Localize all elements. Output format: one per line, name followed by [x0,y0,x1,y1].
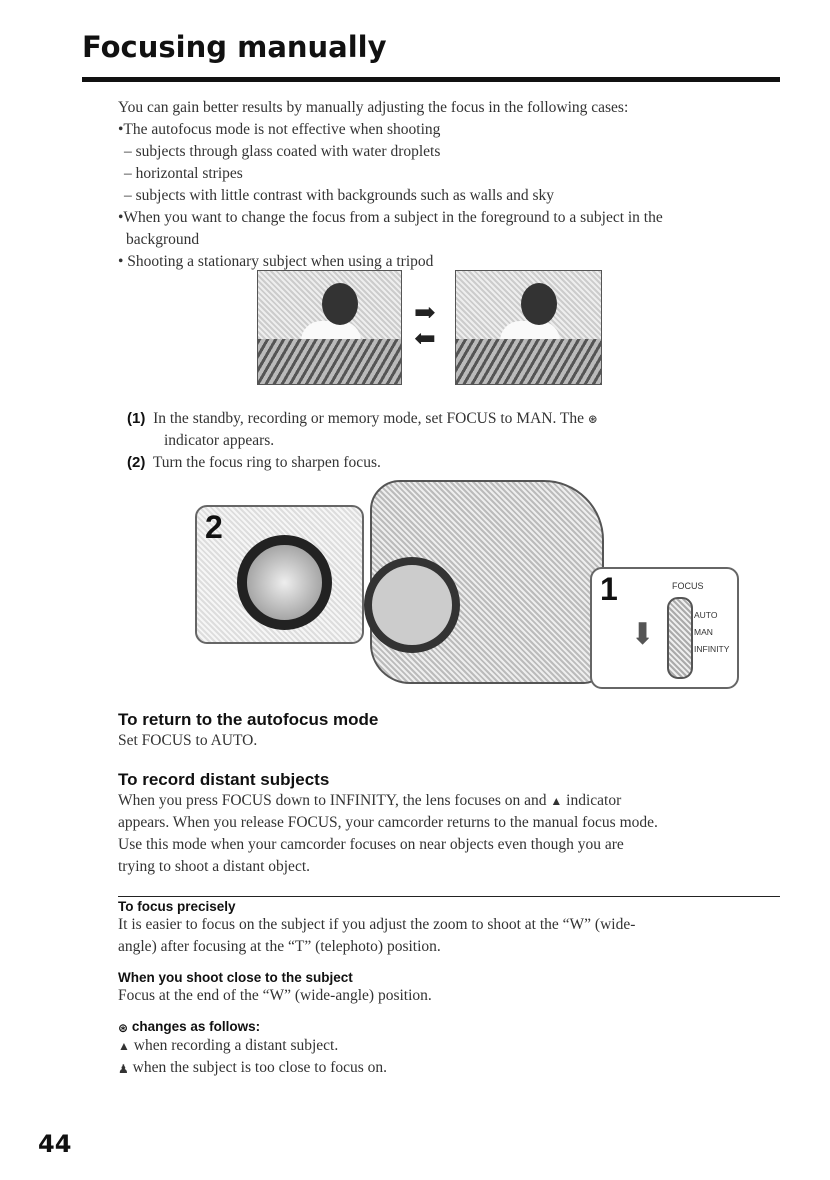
photo-background-focus [455,270,602,385]
item-text: when recording a distant subject. [133,1036,339,1054]
section-heading: To return to the autofocus mode [118,710,379,729]
section-heading: To focus precisely [118,899,236,915]
section-heading [118,1019,780,1034]
position-infinity: INFINITY [694,644,730,654]
case-item: – subjects with little contrast with backgrounds such as walls and sky [124,187,555,204]
step-1: (1) In the standby, recording or memory mode, set FOCUS to MAN. The ⊛ [127,408,598,430]
lens-icon [364,557,460,653]
position-man: MAN [694,627,713,637]
case-item: – horizontal stripes [124,165,243,182]
case-item: – subjects through glass coated with water droplets [124,143,441,160]
section-text: Set FOCUS to AUTO. [118,732,258,749]
focus-switch-callout [590,567,739,689]
camcorder-illustration [370,480,604,684]
intro-block [118,97,663,273]
focus-switch [667,597,693,679]
infinity-mountain-icon: ▲ [118,1039,130,1054]
case-item: •When you want to change the focus from a subject in the foreground to a subject in the [118,209,663,226]
text-line: Use this mode when your camcorder focuses on near objects even though you are [118,836,624,854]
manual-focus-icon: ⊛ [587,412,598,427]
section-heading: When you shoot close to the subject [118,970,353,986]
page-title: Focusing manually [82,30,387,64]
text-line: angle) after focusing at the “T” (telephoto) position. [118,938,441,956]
text-line: indicator [566,792,622,809]
step-1-cont: indicator appears. [164,432,275,450]
section-text [118,790,780,812]
down-arrow-icon: ⬇ [630,618,656,651]
photo-foreground-focus [257,270,402,385]
text-line: trying to shoot a distant object. [118,858,311,876]
item-text: when the subject is too close to focus on. [132,1059,388,1077]
focus-label: FOCUS [672,581,704,591]
steps [127,408,598,474]
heading-text: changes as follows: [131,1019,261,1035]
case-item: •The autofocus mode is not effective when shooting [118,121,441,138]
title-rule [82,77,780,82]
text-line: It is easier to focus on the subject if you adjust the zoom to shoot at the “W” (wide- [118,916,636,934]
section-heading: To record distant subjects [118,770,330,789]
step-2: (2) Turn the focus ring to sharpen focus. [127,454,381,472]
position-auto: AUTO [694,610,718,620]
list-item [118,1035,780,1057]
callout-number-1: 1 [600,571,618,607]
text-line: When you press FOCUS down to INFINITY, the lens focuses on and [118,792,547,809]
list-item [118,1057,780,1079]
sections [118,710,780,1080]
case-item: background [126,231,200,248]
focus-ring-icon [237,535,332,630]
callout-number-2: 2 [205,509,223,545]
focus-ring-callout [195,505,364,644]
manual-focus-icon: ⊛ [118,1020,129,1035]
section-text: Focus at the end of the “W” (wide-angle) position. [118,987,432,1005]
text-line: appears. When you release FOCUS, your camcorder returns to the manual focus mode. [118,814,658,832]
close-subject-icon: ♟ [118,1061,129,1076]
infinity-mountain-icon: ▲ [550,794,563,809]
focus-positions [694,607,729,658]
page-number: 44 [38,1130,72,1158]
intro-text: You can gain better results by manually adjusting the focus in the following cases: [118,99,629,116]
case-item: • Shooting a stationary subject when using a tripod [118,253,434,270]
swap-arrows-icon: ➡ ⬅ [414,298,436,353]
